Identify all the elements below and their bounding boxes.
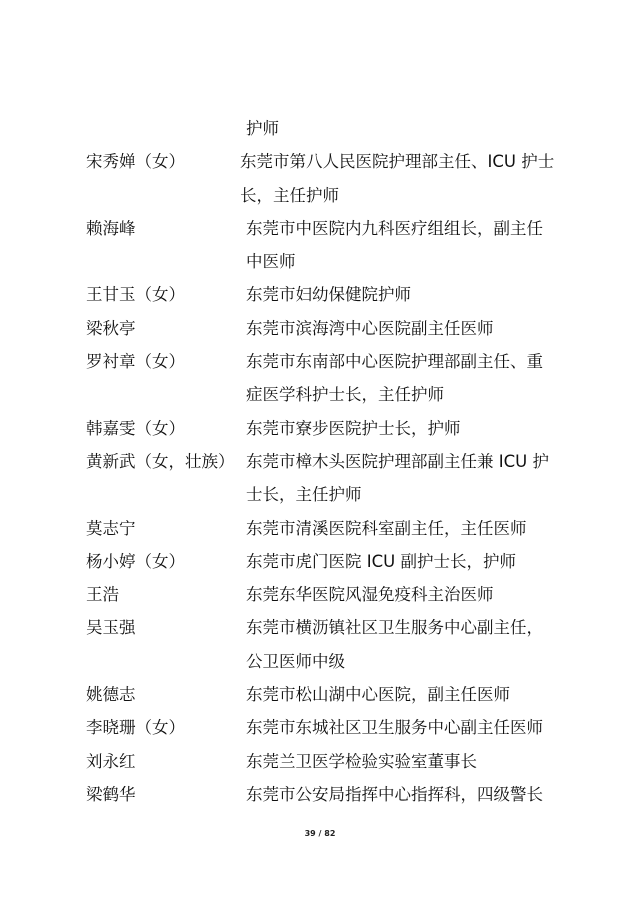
honoree-affiliation [246, 678, 566, 711]
honoree-affiliation [246, 611, 566, 678]
affiliation-line: 东莞东华医院风湿免疫科主治医师 [246, 585, 494, 605]
honoree-entry [0, 611, 640, 678]
affiliation-line: 东莞市东南部中心医院护理部副主任、重 [246, 352, 543, 372]
honoree-entry [0, 578, 640, 611]
affiliation-line: 东莞市中医院内九科医疗组组长，副主任 [246, 218, 543, 238]
affiliation-line: 东莞市妇幼保健院护师 [246, 285, 411, 305]
honoree-name: 杨小婷（女） [86, 551, 185, 571]
honoree-name: 梁秋亭 [86, 318, 136, 338]
affiliation-line: 东莞市横沥镇社区卫生服务中心副主任， [246, 618, 543, 638]
honoree-name: 赖海峰 [86, 218, 136, 238]
affiliation-line: 公卫医师中级 [246, 651, 345, 671]
honoree-affiliation [246, 778, 566, 811]
page-footer [0, 829, 640, 838]
affiliation-line: 中医师 [246, 252, 296, 272]
honoree-entry [0, 678, 640, 711]
honoree-list [0, 112, 640, 811]
honoree-name: 韩嘉雯（女） [86, 418, 185, 438]
affiliation-line: 东莞市寮步医院护士长，护师 [246, 418, 461, 438]
honoree-entry [0, 345, 640, 412]
affiliation-line: 症医学科护士长，主任护师 [246, 385, 444, 405]
honoree-entry [0, 145, 640, 212]
honoree-entry [0, 512, 640, 545]
honoree-entry [0, 545, 640, 578]
honoree-entry [0, 312, 640, 345]
honoree-name: 王浩 [86, 585, 119, 605]
affiliation-line: 东莞市滨海湾中心医院副主任医师 [246, 318, 494, 338]
affiliation-line: 士长，主任护师 [246, 485, 362, 505]
honoree-name: 吴玉强 [86, 618, 136, 638]
honoree-name: 罗衬章（女） [86, 352, 185, 372]
honoree-affiliation [246, 312, 566, 345]
honoree-affiliation [246, 412, 566, 445]
honoree-name: 李晓珊（女） [86, 718, 185, 738]
honoree-entry [0, 745, 640, 778]
honoree-affiliation [246, 711, 566, 744]
honoree-name: 王甘玉（女） [86, 285, 185, 305]
honoree-name: 刘永红 [86, 751, 136, 771]
honoree-affiliation [240, 145, 560, 212]
affiliation-line: 东莞市清溪医院科室副主任，主任医师 [246, 518, 527, 538]
affiliation-line: 东莞市公安局指挥中心指挥科，四级警长 [246, 784, 543, 804]
honoree-affiliation [246, 545, 566, 578]
honoree-name: 姚德志 [86, 685, 136, 705]
page-separator: / [318, 829, 322, 838]
total-pages: 82 [324, 829, 336, 838]
honoree-entry [0, 412, 640, 445]
honoree-affiliation [246, 345, 566, 412]
honoree-affiliation [246, 112, 566, 145]
honoree-name: 黄新武（女，壮族） [86, 451, 235, 471]
affiliation-line: 东莞市樟木头医院护理部副主任兼 ICU 护 [246, 451, 549, 471]
affiliation-line: 东莞市虎门医院 ICU 副护士长，护师 [246, 551, 516, 571]
honoree-name: 宋秀婵（女） [86, 152, 185, 172]
honoree-affiliation [246, 578, 566, 611]
affiliation-line: 护师 [246, 119, 279, 138]
affiliation-line: 东莞市东城社区卫生服务中心副主任医师 [246, 718, 543, 738]
affiliation-line: 东莞兰卫医学检验实验室董事长 [246, 751, 477, 771]
honoree-name: 梁鹤华 [86, 784, 136, 804]
honoree-entry [0, 112, 640, 145]
honoree-entry [0, 278, 640, 311]
honoree-affiliation [246, 212, 566, 279]
honoree-affiliation [246, 445, 566, 512]
affiliation-line: 东莞市第八人民医院护理部主任、ICU 护士 [240, 152, 555, 172]
honoree-entry [0, 445, 640, 512]
honoree-affiliation [246, 512, 566, 545]
page-number: 39 [304, 829, 316, 838]
honoree-affiliation [246, 745, 566, 778]
honoree-entry [0, 212, 640, 279]
honoree-name: 莫志宁 [86, 518, 136, 538]
affiliation-line: 长，主任护师 [240, 185, 339, 205]
affiliation-line: 东莞市松山湖中心医院，副主任医师 [246, 685, 510, 705]
honoree-entry [0, 711, 640, 744]
honoree-entry [0, 778, 640, 811]
honoree-affiliation [246, 278, 566, 311]
